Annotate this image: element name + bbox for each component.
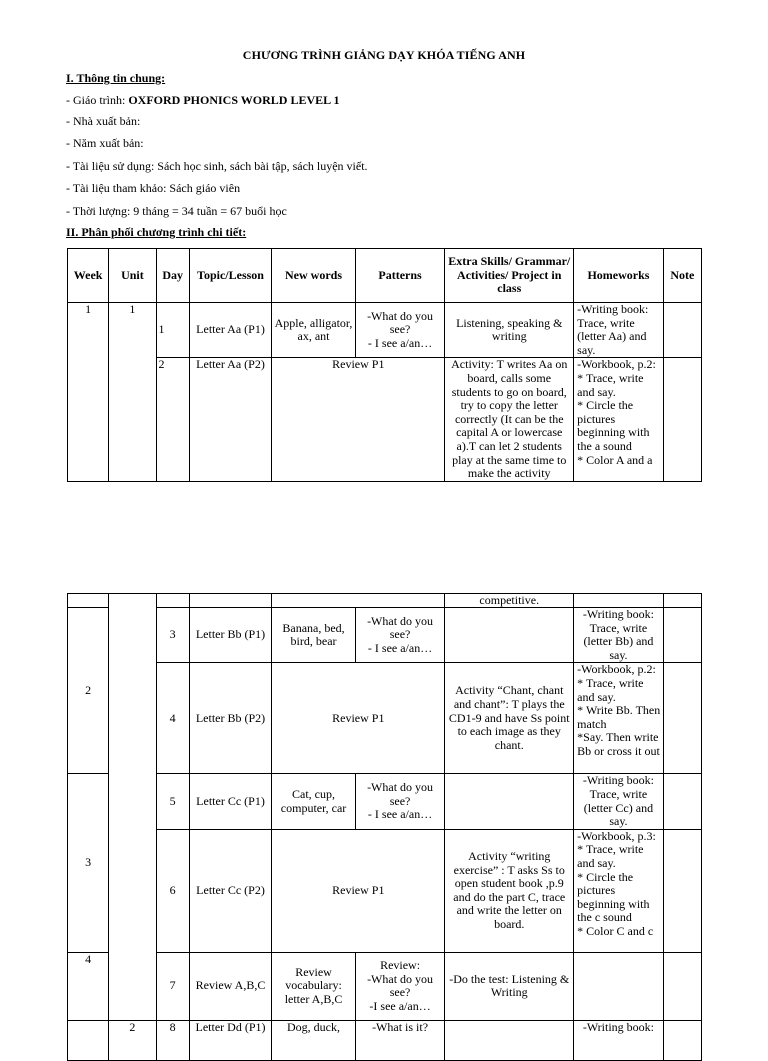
- topic-cell: Letter Aa (P1): [189, 303, 272, 358]
- materials-line: - Tài liệu sử dụng: Sách học sinh, sách bài tập, sách luyện viết.: [66, 159, 368, 173]
- table-row: [68, 1020, 702, 1060]
- homework-cell: -Writing book: Trace, write (letter Aa) and say.: [574, 303, 664, 358]
- day-cell: 8: [156, 1020, 189, 1060]
- day-cell: 7: [156, 952, 189, 1020]
- note-cell: [663, 952, 701, 1020]
- homework-cell: -Workbook, p.2: * Trace, write and say. * Write Bb. Then match *Say. Then write Bb or cross it out: [574, 663, 664, 774]
- day-cell: [156, 594, 189, 608]
- week-cell: 2: [68, 608, 109, 774]
- new-words-cell: Review vocabulary: letter A,B,C: [272, 952, 356, 1020]
- section-general-heading: I. Thông tin chung:: [66, 71, 166, 85]
- table-row: [68, 303, 702, 358]
- note-cell: [663, 829, 701, 952]
- homework-cell: -Writing book:: [574, 1020, 664, 1060]
- extra-cell: -Do the test: Listening & Writing: [445, 952, 574, 1020]
- day-cell: 2: [156, 358, 189, 482]
- table-row: [68, 608, 702, 663]
- section-detail-heading: II. Phân phối chương trình chi tiết:: [66, 225, 247, 239]
- topic-cell: Review A,B,C: [189, 952, 272, 1020]
- new-words-cell: Banana, bed, bird, bear: [272, 608, 356, 663]
- table-row: [68, 829, 702, 952]
- note-cell: [663, 594, 701, 608]
- new-words-cell: Dog, duck,: [272, 1020, 356, 1060]
- table-row: [68, 594, 702, 608]
- header-topic: Topic/Lesson: [189, 249, 272, 303]
- new-words-cell: Cat, cup, computer, car: [272, 774, 356, 829]
- table-header-row: [68, 249, 702, 303]
- textbook-line: [66, 93, 339, 108]
- table-row: [68, 663, 702, 774]
- note-cell: [663, 774, 701, 829]
- header-week: Week: [68, 249, 109, 303]
- syllabus-table-1: [67, 248, 702, 482]
- extra-cell: competitive.: [445, 594, 574, 608]
- patterns-cell: Review: -What do you see? -I see a/an…: [355, 952, 445, 1020]
- unit-cell: 2: [109, 1020, 156, 1060]
- extra-cell: [445, 774, 574, 829]
- day-cell: 6: [156, 829, 189, 952]
- publisher-line: - Nhà xuất bản:: [66, 114, 141, 128]
- note-cell: [663, 303, 701, 358]
- extra-cell: Listening, speaking & writing: [445, 303, 574, 358]
- topic-cell: Letter Cc (P2): [189, 829, 272, 952]
- header-unit: Unit: [109, 249, 156, 303]
- unit-cell: 1: [109, 303, 156, 482]
- topic-cell: Letter Dd (P1): [189, 1020, 272, 1060]
- patterns-cell: -What do you see? - I see a/an…: [355, 774, 445, 829]
- new-words-cell: Apple, alligator, ax, ant: [272, 303, 356, 358]
- year-line: - Năm xuất bản:: [66, 136, 144, 150]
- review-cell: Review P1: [272, 829, 445, 952]
- topic-cell: [189, 594, 272, 608]
- reference-line: - Tài liệu tham khảo: Sách giáo viên: [66, 181, 241, 195]
- note-cell: [663, 358, 701, 482]
- homework-cell: -Workbook, p.2: * Trace, write and say. * Circle the pictures beginning with the a sound * Color A and a: [574, 358, 664, 482]
- review-cell: Review P1: [272, 663, 445, 774]
- extra-cell: [445, 1020, 574, 1060]
- header-new-words: New words: [272, 249, 356, 303]
- topic-cell: Letter Aa (P2): [189, 358, 272, 482]
- extra-cell: Activity “writing exercise” : T asks Ss to open student book ,p.9 and do the part C, trace and write the letter on board.: [445, 829, 574, 952]
- patterns-cell: -What is it?: [355, 1020, 445, 1060]
- homework-cell: -Writing book: Trace, write (letter Bb) and say.: [574, 608, 664, 663]
- table-row: [68, 952, 702, 1020]
- duration-line: - Thời lượng: 9 tháng = 34 tuần = 67 buổi học: [66, 204, 287, 218]
- day-cell: 5: [156, 774, 189, 829]
- extra-cell: Activity: T writes Aa on board, calls some students to go on board, try to copy the letter correctly (It can be the capital A or lowercase a).T can let 2 students play at the same time to make the activity: [445, 358, 574, 482]
- table-row: [68, 774, 702, 829]
- topic-cell: Letter Bb (P2): [189, 663, 272, 774]
- week-cell: 3: [68, 774, 109, 952]
- homework-cell: -Writing book: Trace, write (letter Cc) and say.: [574, 774, 664, 829]
- week-cell: 4: [68, 952, 109, 1020]
- review-cell: [272, 594, 445, 608]
- document-title: CHƯƠNG TRÌNH GIẢNG DẠY KHÓA TIẾNG ANH: [242, 48, 526, 62]
- homework-cell: [574, 594, 664, 608]
- table-row: [68, 358, 702, 482]
- topic-cell: Letter Cc (P1): [189, 774, 272, 829]
- day-cell: 1: [156, 303, 189, 358]
- note-cell: [663, 1020, 701, 1060]
- topic-cell: Letter Bb (P1): [189, 608, 272, 663]
- week-cell: 1: [68, 303, 109, 482]
- textbook-label: - Giáo trình:: [66, 93, 129, 107]
- homework-cell: [574, 952, 664, 1020]
- review-cell: Review P1: [272, 358, 445, 482]
- syllabus-table-2: [67, 593, 702, 1061]
- patterns-cell: -What do you see? - I see a/an…: [355, 608, 445, 663]
- unit-cell: [109, 594, 156, 1021]
- extra-cell: Activity “Chant, chant and chant”: T plays the CD1-9 and have Ss point to each image as they chant.: [445, 663, 574, 774]
- textbook-value: OXFORD PHONICS WORLD LEVEL 1: [128, 93, 340, 107]
- header-day: Day: [156, 249, 189, 303]
- header-extra: Extra Skills/ Grammar/ Activities/ Project in class: [445, 249, 574, 303]
- note-cell: [663, 663, 701, 774]
- day-cell: 3: [156, 608, 189, 663]
- extra-cell: [445, 608, 574, 663]
- note-cell: [663, 608, 701, 663]
- header-note: Note: [663, 249, 701, 303]
- homework-cell: -Workbook, p.3: * Trace, write and say. * Circle the pictures beginning with the c sound * Color C and c: [574, 829, 664, 952]
- header-homeworks: Homeworks: [574, 249, 664, 303]
- day-cell: 4: [156, 663, 189, 774]
- header-patterns: Patterns: [355, 249, 445, 303]
- week-cell: [68, 1020, 109, 1060]
- patterns-cell: -What do you see? - I see a/an…: [355, 303, 445, 358]
- week-cell: [68, 594, 109, 608]
